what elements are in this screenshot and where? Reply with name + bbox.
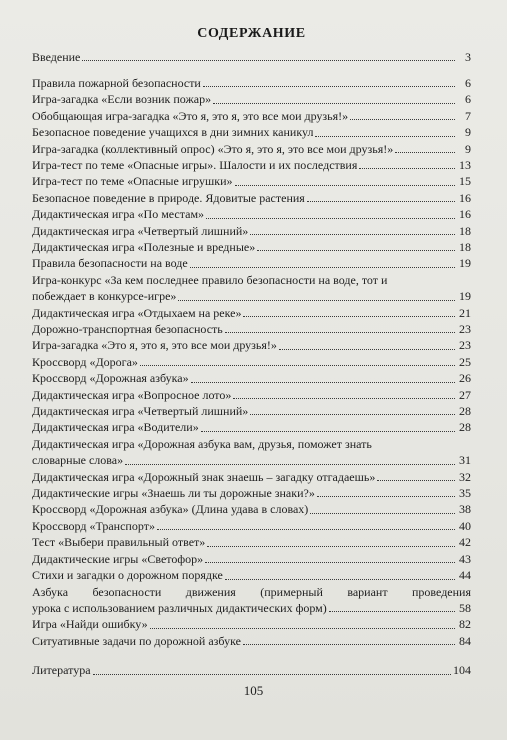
- toc-entry: [32, 305, 471, 321]
- dot-leader: [206, 218, 455, 219]
- toc-entry-title: Дидактическая игра «Отдыхаем на реке»: [32, 305, 242, 320]
- dot-leader: [125, 464, 455, 465]
- toc-entry: [32, 469, 471, 485]
- toc-entry: [32, 337, 471, 353]
- toc-entry-page: 23: [459, 338, 471, 353]
- toc-entry-page: 3: [465, 50, 471, 64]
- dot-leader: [191, 382, 455, 383]
- toc-entry-page: 7: [465, 108, 471, 123]
- toc-entry-title-line: Игра-конкурс «За кем последнее правило безопасности на воде, тот и: [32, 272, 388, 287]
- dot-leader: [207, 546, 455, 547]
- toc-entry: [32, 255, 471, 271]
- toc-entry: [32, 616, 471, 632]
- toc-entry: [32, 518, 471, 534]
- toc-entry: [32, 436, 471, 469]
- toc-entry-page: 28: [459, 404, 471, 419]
- dot-leader: [350, 119, 455, 120]
- toc-entry-title: Кроссворд «Дорога»: [32, 354, 138, 369]
- toc-entry-title: Ситуативные задачи по дорожной азбуке: [32, 633, 241, 648]
- toc-entry-title: Введение: [32, 50, 81, 64]
- toc-entry: [32, 633, 471, 649]
- toc-entry-page: 42: [459, 535, 471, 550]
- toc-entry-title-line: Азбука безопасности движения (примерный вариант проведения: [32, 584, 471, 599]
- toc-entry-title: Игра «Найди ошибку»: [32, 617, 148, 632]
- toc-entry-title-line: Дидактическая игра «Дорожная азбука вам, друзья, поможет знать: [32, 436, 372, 451]
- toc-entry: [32, 584, 471, 617]
- toc-entry-title: Дидактическая игра «Четвертый лишний»: [32, 223, 249, 238]
- toc-entry-title: Дидактическая игра «Водители»: [32, 420, 199, 435]
- toc-entry: [32, 157, 471, 173]
- toc-entry-page: 25: [459, 354, 471, 369]
- table-of-contents: [32, 49, 471, 679]
- toc-entry-title: Кроссворд «Дорожная азбука»: [32, 371, 189, 386]
- toc-entry-page: 19: [459, 256, 471, 271]
- toc-entry: [32, 419, 471, 435]
- toc-entry-page: 19: [459, 289, 471, 304]
- dot-leader: [235, 185, 456, 186]
- toc-entry: [32, 124, 471, 140]
- dot-leader: [243, 316, 455, 317]
- toc-entry-title: Игра-тест по теме «Опасные игры». Шалости и их последствия: [32, 157, 358, 172]
- toc-entry-page: 9: [465, 125, 471, 140]
- toc-entry-title: Правила безопасности на воде: [32, 256, 188, 271]
- dot-leader: [213, 103, 455, 104]
- toc-entry-title: Кроссворд «Дорожная азбука» (Длина удава в словах): [32, 502, 309, 517]
- dot-leader: [377, 480, 455, 481]
- toc-entry-title: Обобщающая игра-загадка «Это я, это я, это все мои друзья!»: [32, 108, 349, 123]
- toc-entry-page: 31: [459, 453, 471, 468]
- toc-entry-title: Дидактическая игра «Вопросное лото»: [32, 387, 232, 402]
- toc-entry: [32, 567, 471, 583]
- toc-entry: [32, 223, 471, 239]
- toc-entry: [32, 534, 471, 550]
- page-number: 105: [243, 683, 264, 698]
- page-title: СОДЕРЖАНИЕ: [197, 26, 306, 41]
- dot-leader: [315, 136, 455, 137]
- toc-entry: [32, 501, 471, 517]
- toc-entry-title: Литература: [32, 663, 91, 678]
- dot-leader: [250, 414, 455, 415]
- dot-leader: [279, 349, 455, 350]
- dot-leader: [157, 529, 455, 530]
- toc-entry: [32, 662, 471, 678]
- toc-entry-page: 13: [459, 157, 471, 172]
- toc-entry: [32, 173, 471, 189]
- toc-entry-page: 84: [459, 633, 471, 648]
- toc-entry: [32, 321, 471, 337]
- dot-leader: [359, 168, 455, 169]
- dot-leader: [317, 496, 455, 497]
- toc-entry-page: 44: [459, 568, 471, 583]
- toc-entry-page: 23: [459, 322, 471, 336]
- dot-leader: [205, 562, 455, 563]
- toc-entry: [32, 354, 471, 370]
- toc-entry-title: словарные слова»: [32, 453, 124, 468]
- toc-entry-title: Дидактическая игра «Дорожный знак знаешь – загадку отгадаешь»: [32, 469, 376, 484]
- toc-entry-title: Безопасное поведение учащихся в дни зимних каникул: [32, 125, 314, 140]
- toc-entry: [32, 485, 471, 501]
- toc-entry-page: 21: [459, 305, 471, 320]
- toc-entry-title: Игра-загадка «Если возник пожар»: [32, 92, 212, 107]
- toc-entry-page: 35: [459, 486, 471, 501]
- dot-leader: [329, 611, 455, 612]
- toc-entry: [32, 551, 471, 567]
- toc-entry-title: Игра-загадка (коллективный опрос) «Это я, это я, это все мои друзья!»: [32, 141, 394, 156]
- toc-entry-page: 18: [459, 223, 471, 238]
- toc-entry-page: 16: [459, 190, 471, 205]
- toc-entry: [32, 75, 471, 91]
- dot-leader: [201, 431, 455, 432]
- toc-entry: [32, 370, 471, 386]
- dot-leader: [93, 674, 451, 675]
- toc-entry-title: урока с использованием различных дидактических форм): [32, 600, 327, 615]
- toc-entry-page: 40: [459, 518, 471, 533]
- toc-entry-page: 104: [453, 663, 471, 678]
- toc-entry-page: 16: [459, 207, 471, 222]
- dot-leader: [395, 152, 455, 153]
- toc-entry-page: 15: [459, 174, 471, 189]
- toc-entry-title: Дорожно-транспортная безопасность: [32, 322, 223, 336]
- toc-entry-title: Игра-тест по теме «Опасные игрушки»: [32, 174, 233, 189]
- dot-leader: [310, 513, 455, 514]
- toc-entry: [32, 190, 471, 206]
- toc-entry: [32, 272, 471, 305]
- dot-leader: [140, 365, 455, 366]
- toc-entry-title: Правила пожарной безопасности: [32, 75, 201, 90]
- toc-entry-title: Стихи и загадки о дорожном порядке: [32, 568, 223, 583]
- toc-entry-page: 9: [465, 141, 471, 156]
- toc-entry-page: 38: [459, 502, 471, 517]
- dot-leader: [257, 250, 455, 251]
- toc-entry-title: побеждает в конкурсе-игре»: [32, 289, 177, 304]
- toc-entry-page: 58: [459, 600, 471, 615]
- toc-entry-title: Дидактическая игра «Полезные и вредные»: [32, 239, 256, 254]
- dot-leader: [190, 267, 455, 268]
- dot-leader: [250, 234, 455, 235]
- toc-entry-title: Безопасное поведение в природе. Ядовитые растения: [32, 190, 305, 205]
- dot-leader: [178, 300, 455, 301]
- toc-entry: [32, 403, 471, 419]
- dot-leader: [225, 579, 455, 580]
- toc-entry: [32, 387, 471, 403]
- dot-leader: [243, 644, 455, 645]
- dot-leader: [233, 398, 455, 399]
- toc-entry: [32, 108, 471, 124]
- toc-entry-title: Тест «Выбери правильный ответ»: [32, 535, 206, 550]
- toc-entry-title: Дидактические игры «Светофор»: [32, 551, 204, 566]
- toc-entry: [32, 49, 471, 65]
- toc-entry-page: 6: [465, 92, 471, 107]
- toc-entry-title: Дидактическая игра «Четвертый лишний»: [32, 404, 249, 419]
- dot-leader: [225, 332, 455, 333]
- dot-leader: [150, 628, 455, 629]
- toc-entry-page: 26: [459, 371, 471, 386]
- toc-entry-page: 32: [459, 469, 471, 484]
- toc-entry-page: 28: [459, 420, 471, 435]
- toc-entry-title: Дидактическая игра «По местам»: [32, 207, 205, 222]
- dot-leader: [203, 86, 455, 87]
- toc-entry-page: 43: [459, 551, 471, 566]
- toc-entry: [32, 206, 471, 222]
- toc-entry-title: Кроссворд «Транспорт»: [32, 518, 155, 533]
- toc-entry-title: Игра-загадка «Это я, это я, это все мои друзья!»: [32, 338, 277, 353]
- dot-leader: [82, 60, 455, 61]
- toc-entry: [32, 91, 471, 107]
- toc-entry-page: 27: [459, 387, 471, 402]
- toc-entry-page: 82: [459, 617, 471, 632]
- toc-entry: [32, 239, 471, 255]
- dot-leader: [307, 201, 455, 202]
- toc-entry-page: 18: [459, 239, 471, 254]
- toc-entry-page: 6: [465, 75, 471, 90]
- toc-entry-title: Дидактические игры «Знаешь ли ты дорожные знаки?»: [32, 486, 315, 501]
- toc-entry: [32, 141, 471, 157]
